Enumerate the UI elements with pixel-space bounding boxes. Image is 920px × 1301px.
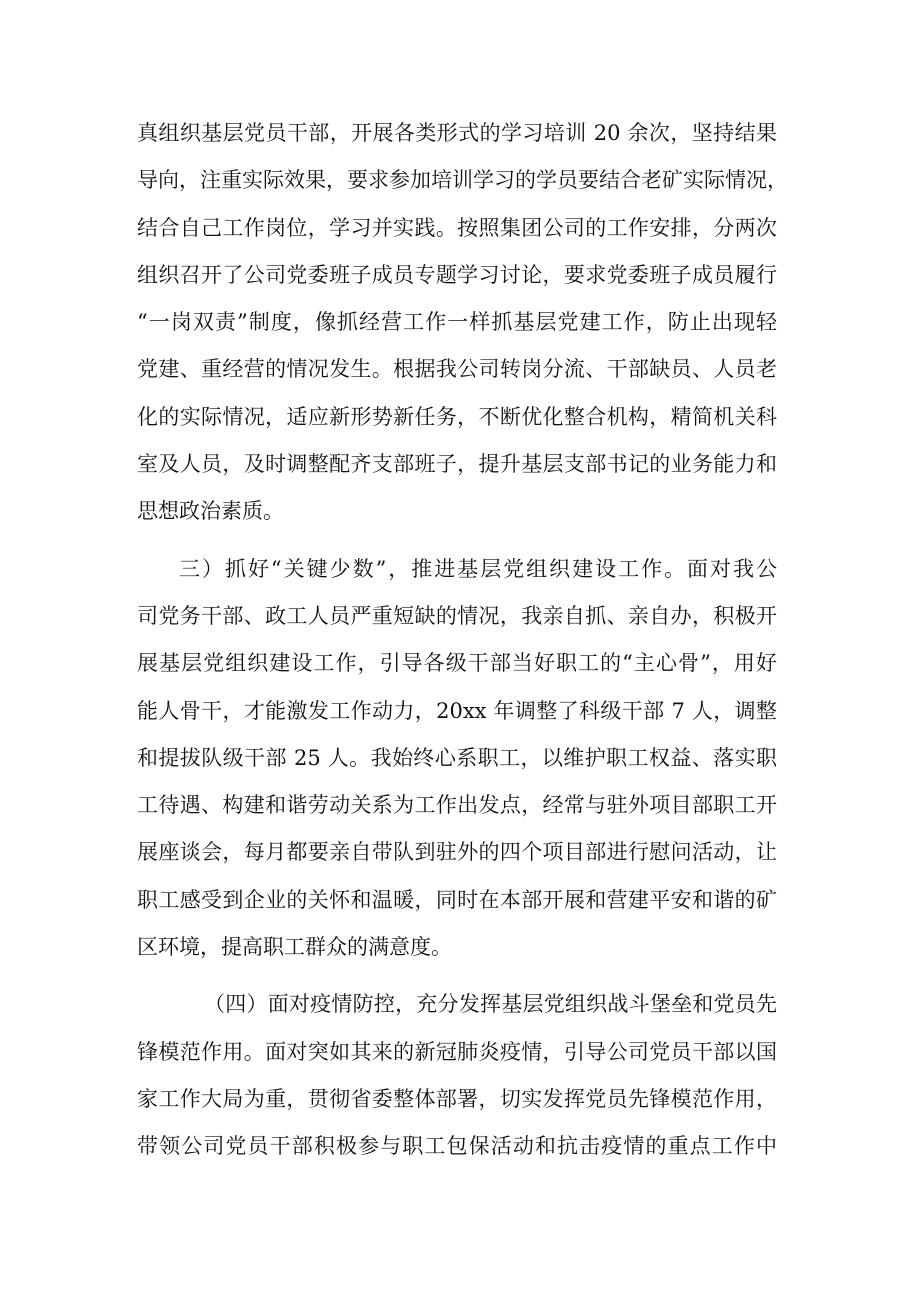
text-line: 组织召开了公司党委班子成员专题学习讨论，要求党委班子成员履行 xyxy=(137,262,777,287)
text-line: 室及人员，及时调整配齐支部班子，提升基层支部书记的业务能力和 xyxy=(137,452,777,477)
text-line: 带领公司党员干部积极参与职工包保活动和抗击疫情的重点工作中 xyxy=(137,1134,777,1159)
paragraph-1 xyxy=(137,110,788,536)
text-line: 导向，注重实际效果，要求参加培训学习的学员要结合老矿实际情况， xyxy=(137,168,788,193)
text-line: 党建、重经营的情况发生。根据我公司转岗分流、干部缺员、人员老 xyxy=(137,357,777,382)
text-line: 司党务干部、政工人员严重短缺的情况，我亲自抓、亲自办，积极开 xyxy=(137,603,777,628)
paragraph-3 xyxy=(137,981,777,1170)
paragraph-spacer xyxy=(137,971,777,981)
text-line: 和提拔队级干部 25 人。我始终心系职工，以维护职工权益、落实职 xyxy=(137,745,777,770)
text-line: 职工感受到企业的关怀和温暖，同时在本部开展和营建平安和谐的矿 xyxy=(137,887,777,912)
text-line: 化的实际情况，适应新形势新任务，不断优化整合机构，精简机关科 xyxy=(137,404,777,429)
text-line: 展座谈会，每月都要亲自带队到驻外的四个项目部进行慰问活动，让 xyxy=(137,840,777,865)
text-line: 工待遇、构建和谐劳动关系为工作出发点，经常与驻外项目部职工开 xyxy=(137,793,777,818)
text-line: 展基层党组织建设工作，引导各级干部当好职工的“主心骨”，用好 xyxy=(137,651,777,676)
text-line: 区环境，提高职工群众的满意度。 xyxy=(137,935,452,960)
text-line: 思想政治素质。 xyxy=(137,499,284,524)
paragraph-spacer xyxy=(137,536,777,546)
text-line: 三）抓好“关键少数”，推进基层党组织建设工作。面对我公 xyxy=(179,556,777,581)
paragraph-2 xyxy=(137,546,777,972)
document-body xyxy=(137,110,788,1171)
text-line: 家工作大局为重，贯彻省委整体部署，切实发挥党员先锋模范作用， xyxy=(137,1086,777,1111)
text-line: 锋模范作用。面对突如其来的新冠肺炎疫情，引导公司党员干部以国 xyxy=(137,1039,777,1064)
text-line: “一岗双责”制度，像抓经营工作一样抓基层党建工作，防止出现轻 xyxy=(137,310,777,335)
text-line: 能人骨干，才能激发工作动力，20xx 年调整了科级干部 7 人，调整 xyxy=(137,698,777,723)
text-line: （四）面对疫情防控，充分发挥基层党组织战斗堡垒和党员先 xyxy=(204,992,777,1017)
text-line: 结合自己工作岗位，学习并实践。按照集团公司的工作安排，分两次 xyxy=(137,215,777,240)
text-line: 真组织基层党员干部，开展各类形式的学习培训 20 余次，坚持结果 xyxy=(137,121,777,145)
